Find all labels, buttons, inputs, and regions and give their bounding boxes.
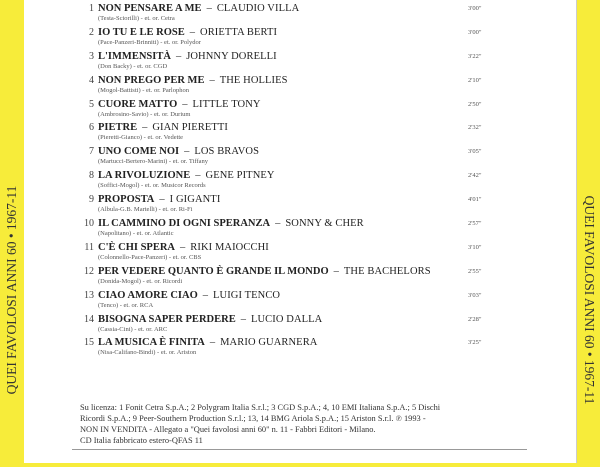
track-credit: (Tenco) - et. or. RCA [98,301,154,309]
separator: – [195,170,201,182]
track-credit: (Pace-Panzeri-Brinniti) - et. or. Polydor [98,38,201,46]
separator: – [189,26,196,38]
separator: – [142,122,148,134]
track-number: 9 [89,194,94,206]
track-artist: GENE PITNEY [205,170,275,182]
track-credit: (Colonnello-Pace-Panzeri) - et. or. CBS [98,253,202,261]
track-row [78,170,498,194]
track-list [78,3,498,361]
track-number: 15 [84,337,94,349]
track-heading [98,170,275,181]
track-credit: (Mogol-Battisti) - et. or. Parlophon [98,86,189,94]
track-heading [98,27,277,38]
right-spine [576,0,600,467]
track-heading [98,99,261,110]
track-row [78,51,498,75]
track-artist: LOS BRAVOS [194,146,260,158]
track-heading [98,194,220,205]
track-row [78,27,498,51]
separator: – [180,241,186,253]
track-credit: (Cassia-Cini) - et. or. ARC [98,325,168,333]
track-heading [98,218,364,229]
track-artist: GIAN PIERETTI [152,122,229,134]
track-artist: RIKI MAIOCCHI [190,241,269,253]
track-heading [98,242,269,253]
track-heading [98,75,288,86]
track-duration: 2'55" [468,267,482,275]
footer-line: Su licenza: 1 Fonit Cetra S.p.A.; 2 Polygram Italia S.r.l.; 3 CGD S.p.A.; 4, 10 EMI Italiana S.p.A.; 5 Dischi [80,403,441,412]
track-artist: THE HOLLIES [219,74,288,86]
track-duration: 3'00" [468,5,482,12]
track-number: 4 [89,74,94,86]
bottom-strip [0,463,600,467]
track-number: 1 [89,3,94,14]
track-credit: (Martucci-Bertero-Marini) - et. or. Tiffany [98,158,208,166]
track-title: L'IMMENSITÀ [98,50,171,62]
track-row [78,266,498,290]
track-heading [98,290,280,301]
track-heading [98,146,259,157]
track-credit: (Albula-G.B. Martelli) - et. or. Ri-Fi [98,206,193,214]
track-heading [98,337,318,348]
track-artist: LUCIO DALLA [250,313,323,325]
track-duration: 2'42" [468,172,482,180]
track-title: PROPOSTA [98,194,155,206]
track-title: CUORE MATTO [98,98,178,110]
track-title: C'È CHI SPERA [98,241,176,253]
track-duration: 3'00" [468,28,482,36]
track-title: LA RIVOLUZIONE [98,170,191,182]
track-artist: SONNY & CHER [285,218,364,230]
track-number: 8 [89,170,94,182]
track-credit: (Ambrosino-Savio) - et. or. Durium [98,110,191,118]
separator: – [182,98,188,110]
separator: – [209,337,216,349]
track-row [78,75,498,99]
track-row [78,194,498,218]
footer-line: CD Italia fabbricato estero-QFAS 11 [80,436,203,445]
track-row [78,290,498,314]
track-duration: 2'10" [468,76,482,84]
track-title: NON PREGO PER ME [98,74,205,86]
track-duration: 3'03" [468,291,482,299]
track-duration: 3'22" [468,52,482,60]
track-row [78,218,498,242]
track-row [78,122,498,146]
track-number: 13 [84,289,94,301]
separator: – [202,289,209,301]
track-number: 11 [84,241,94,253]
track-credit: (Testa-Sciorilli) - et. or. Cetra [98,15,175,22]
track-credit: (Pieretti-Gianco) - et. or. Vedette [98,134,184,142]
spine-title-left: QUEI FAVOLOSI ANNI 60 • 1967-11 [4,185,19,395]
separator: – [206,3,212,14]
track-number: 2 [89,26,94,38]
track-title: CIAO AMORE CIAO [98,289,198,301]
track-number: 3 [89,50,94,62]
track-duration: 2'57" [468,220,482,228]
track-heading [98,122,228,133]
track-row [78,146,498,170]
track-artist: JOHNNY DORELLI [186,50,277,62]
track-duration: 4'01" [468,196,482,204]
track-number: 10 [84,218,94,230]
track-credit: (Donida-Mogol) - et. or. Ricordi [98,277,183,285]
spine-title-right: QUEI FAVOLOSI ANNI 60 • 1967-11 [581,195,597,405]
track-artist: LITTLE TONY [192,98,261,110]
track-row [78,337,498,361]
track-artist: ORIETTA BERTI [200,26,278,38]
track-row [78,99,498,123]
track-duration: 2'28" [468,315,482,323]
license-footer [80,402,520,446]
separator: – [333,265,339,277]
track-title: BISOGNA SAPER PERDERE [98,313,236,325]
track-title: IO TU E LE ROSE [98,26,185,38]
separator: – [275,218,281,230]
track-row [78,3,498,27]
track-heading [98,314,322,325]
track-artist: MARIO GUARNERA [220,337,318,349]
track-title: IL CAMMINO DI OGNI SPERANZA [98,218,271,230]
separator: – [175,50,182,62]
left-spine [0,0,24,467]
track-number: 6 [89,122,94,134]
track-credit: (Napolitano) - et. or. Atlantic [98,230,174,238]
separator: – [240,313,246,325]
track-heading [98,51,277,62]
track-row [78,242,498,266]
separator: – [159,194,165,206]
track-duration: 2'32" [468,124,482,132]
separator: – [184,146,190,158]
track-artist: I GIGANTI [169,194,221,206]
track-title: LA MUSICA È FINITA [98,337,205,349]
track-duration: 2'50" [468,100,482,108]
separator: – [209,74,215,86]
track-artist: LUIGI TENCO [213,289,281,301]
track-number: 12 [84,265,94,277]
track-duration: 3'25" [468,339,482,347]
track-credit: (Soffici-Mogol) - et. or. Musicor Records [98,182,206,190]
footer-line: NON IN VENDITA - Allegato a "Quei favolosi anni 60" n. 11 - Fabbri Editori - Milano. [80,425,376,434]
track-number: 7 [89,146,94,158]
track-title: PER VEDERE QUANTO È GRANDE IL MONDO [98,265,329,277]
track-duration: 3'10" [468,243,482,251]
track-number: 5 [89,98,94,110]
track-duration: 3'05" [468,148,482,156]
track-artist: CLAUDIO VILLA [216,3,300,14]
track-title: PIETRE [98,122,138,134]
footer-line: Ricordi S.p.A.; 9 Peer-Southern Production S.r.l.; 13, 14 BMG Ariola S.p.A.; 15 Ariston S.r.l. ℗ 1993 - [80,414,426,423]
track-artist: THE BACHELORS [343,265,431,277]
track-number: 14 [84,313,94,325]
track-credit: (Don Backy) - et. or. CGD [98,62,168,70]
track-heading [98,266,431,277]
track-heading [98,3,299,14]
track-title: NON PENSARE A ME [98,3,202,14]
track-title: UNO COME NOI [98,146,180,158]
track-row [78,314,498,338]
track-credit: (Nisa-Califano-Bindi) - et. or. Ariston [98,349,197,357]
divider [72,449,527,450]
